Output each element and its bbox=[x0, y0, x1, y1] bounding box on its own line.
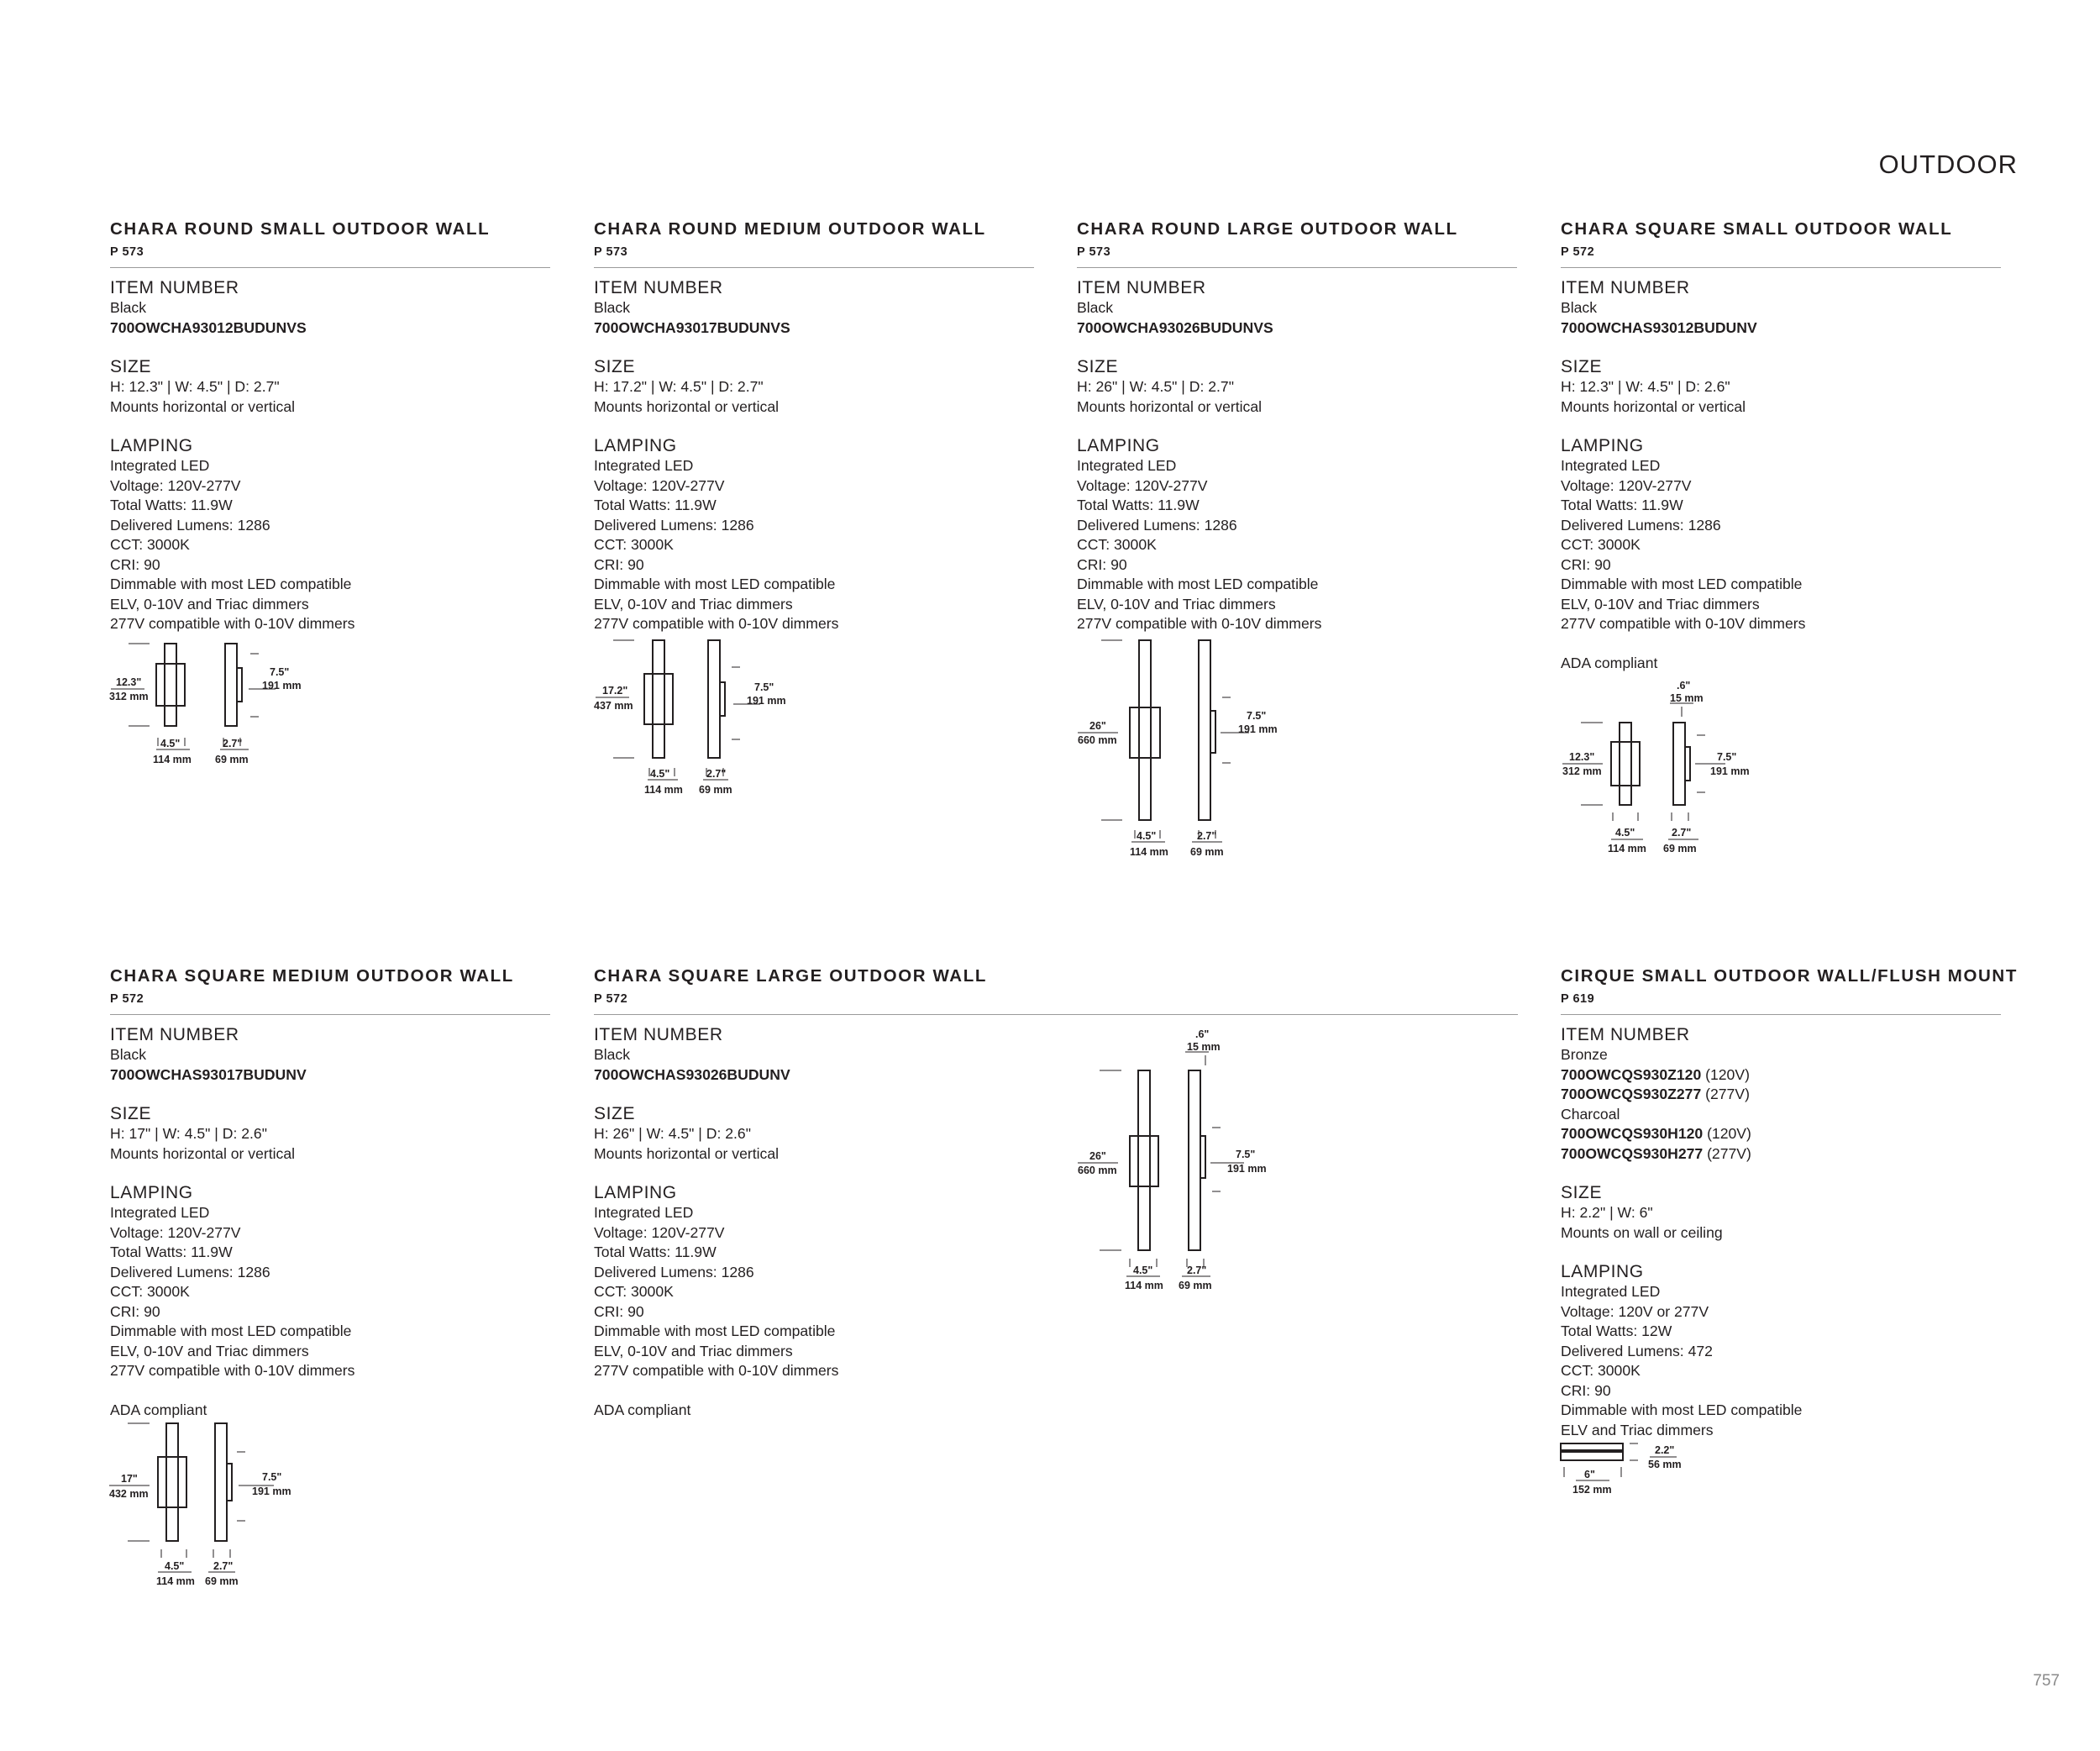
dimension-drawing bbox=[1076, 637, 1294, 872]
height-inches: 12.3" bbox=[116, 676, 142, 688]
product-card bbox=[594, 218, 1034, 634]
size-heading: SIZE bbox=[1561, 357, 1603, 376]
dimension-drawing bbox=[1076, 1027, 1286, 1304]
lamping-line: Delivered Lumens: 1286 bbox=[110, 516, 270, 534]
projection-mm: 191 mm bbox=[262, 680, 302, 691]
depth-mm: 69 mm bbox=[699, 784, 732, 796]
width-inches: 4.5" bbox=[1615, 827, 1635, 839]
lamping-line: Dimmable with most LED compatible bbox=[1561, 576, 1803, 592]
size-line: H: 2.2" | W: 6" bbox=[1561, 1204, 1653, 1221]
lamping-line: CRI: 90 bbox=[110, 1302, 160, 1320]
lamping-line: 277V compatible with 0-10V dimmers bbox=[110, 615, 355, 632]
page-reference: P 573 bbox=[110, 245, 144, 259]
lamping-line: Voltage: 120V-277V bbox=[594, 476, 725, 494]
width-mm: 114 mm bbox=[1608, 843, 1646, 854]
product-title: CHARA ROUND SMALL OUTDOOR WALL bbox=[110, 219, 491, 239]
finish-label: Bronze bbox=[1561, 1046, 1608, 1063]
item-number-heading: ITEM NUMBER bbox=[1077, 278, 1206, 297]
width-mm: 152 mm bbox=[1572, 1484, 1612, 1496]
lamping-line: CRI: 90 bbox=[1077, 555, 1127, 573]
height-mm: 432 mm bbox=[109, 1488, 149, 1500]
lamping-line: Voltage: 120V-277V bbox=[110, 476, 241, 494]
voltage-note: (120V) bbox=[1707, 1125, 1751, 1142]
dimension-drawing bbox=[108, 1420, 318, 1588]
lamping-line: Integrated LED bbox=[110, 1204, 210, 1221]
depth-inches: 2.7" bbox=[213, 1560, 234, 1572]
projection-inches: 7.5" bbox=[1717, 751, 1737, 763]
lamping-heading: LAMPING bbox=[594, 1183, 677, 1202]
lamping-line: ELV and Triac dimmers bbox=[1561, 1421, 1714, 1438]
width-inches: 4.5" bbox=[1137, 830, 1157, 842]
size-heading: SIZE bbox=[1077, 357, 1119, 376]
lamping-line: Total Watts: 11.9W bbox=[1077, 497, 1200, 513]
height-mm: 660 mm bbox=[1078, 1165, 1117, 1176]
height-inches: 17.2" bbox=[602, 685, 628, 697]
width-mm: 114 mm bbox=[156, 1575, 195, 1587]
projection-inches: 7.5" bbox=[270, 666, 290, 678]
height-inches: 2.2" bbox=[1655, 1444, 1675, 1456]
lamping-line: Dimmable with most LED compatible bbox=[110, 576, 352, 592]
lamping-line: Integrated LED bbox=[1561, 1283, 1661, 1300]
sku: 700OWCHA93012BUDUNVS bbox=[110, 318, 307, 336]
lamping-line: Voltage: 120V or 277V bbox=[1561, 1302, 1709, 1320]
lamping-line: Dimmable with most LED compatible bbox=[1561, 1401, 1803, 1418]
lamping-line: ELV, 0-10V and Triac dimmers bbox=[594, 595, 793, 613]
lamping-line: Delivered Lumens: 1286 bbox=[1077, 516, 1237, 534]
height-inches: 17" bbox=[121, 1473, 138, 1485]
width-inches: 4.5" bbox=[165, 1560, 185, 1572]
lamping-line: 277V compatible with 0-10V dimmers bbox=[594, 615, 839, 632]
lamping-line: CCT: 3000K bbox=[1077, 536, 1157, 553]
lamping-line: ELV, 0-10V and Triac dimmers bbox=[1561, 595, 1760, 613]
lamping-line: CRI: 90 bbox=[594, 555, 644, 573]
height-mm: 312 mm bbox=[109, 691, 149, 702]
width-mm: 114 mm bbox=[1130, 846, 1168, 858]
lamping-line: ELV, 0-10V and Triac dimmers bbox=[110, 595, 309, 613]
lamping-heading: LAMPING bbox=[1561, 436, 1644, 455]
ada-compliant: ADA compliant bbox=[594, 1401, 691, 1418]
lamping-line: Voltage: 120V-277V bbox=[1561, 476, 1692, 494]
size-line: Mounts horizontal or vertical bbox=[594, 397, 780, 415]
lamping-line: Dimmable with most LED compatible bbox=[594, 576, 836, 592]
lamping-line: Dimmable with most LED compatible bbox=[594, 1322, 836, 1339]
page-reference: P 619 bbox=[1561, 992, 1595, 1006]
divider bbox=[110, 1014, 550, 1015]
projection-mm: 191 mm bbox=[1710, 765, 1750, 777]
product-card bbox=[110, 218, 550, 634]
lamping-heading: LAMPING bbox=[1561, 1262, 1644, 1281]
size-heading: SIZE bbox=[594, 1104, 636, 1123]
sku: 700OWCQS930Z277 (277V) bbox=[1561, 1086, 1750, 1102]
lamping-line: Total Watts: 12W bbox=[1561, 1322, 1672, 1339]
divider bbox=[110, 267, 550, 268]
product-title: CHARA ROUND MEDIUM OUTDOOR WALL bbox=[594, 219, 986, 239]
product-title: CHARA SQUARE MEDIUM OUTDOOR WALL bbox=[110, 966, 514, 986]
product-card bbox=[110, 965, 550, 1420]
width-inches: 4.5" bbox=[650, 768, 670, 780]
item-number-heading: ITEM NUMBER bbox=[594, 278, 723, 297]
sku: 700OWCHA93017BUDUNVS bbox=[594, 318, 790, 336]
size-line: H: 12.3" | W: 4.5" | D: 2.6" bbox=[1561, 378, 1730, 395]
sku: 700OWCQS930H277 (277V) bbox=[1561, 1144, 1751, 1162]
lamping-line: ELV, 0-10V and Triac dimmers bbox=[594, 1342, 793, 1359]
lamping-heading: LAMPING bbox=[110, 1183, 193, 1202]
lamping-line: Voltage: 120V-277V bbox=[110, 1223, 241, 1241]
sku: 700OWCQS930Z120 (120V) bbox=[1561, 1065, 1750, 1083]
product-card bbox=[594, 965, 1518, 1420]
lamping-line: CCT: 3000K bbox=[1561, 1362, 1641, 1379]
size-line: H: 26" | W: 4.5" | D: 2.7" bbox=[1077, 378, 1234, 395]
finish-label: Black bbox=[594, 1046, 631, 1063]
lamping-line: Delivered Lumens: 1286 bbox=[1561, 516, 1721, 534]
width-inches: 4.5" bbox=[160, 738, 181, 749]
finish-label: Charcoal bbox=[1561, 1105, 1620, 1123]
lamping-heading: LAMPING bbox=[110, 436, 193, 455]
height-mm: 56 mm bbox=[1648, 1459, 1682, 1470]
lamping-line: Delivered Lumens: 1286 bbox=[594, 1263, 754, 1280]
size-heading: SIZE bbox=[594, 357, 636, 376]
page-reference: P 572 bbox=[594, 992, 628, 1006]
page-number: 757 bbox=[2033, 1672, 2060, 1690]
lamping-line: CCT: 3000K bbox=[594, 1283, 674, 1300]
finish-label: Black bbox=[110, 299, 147, 316]
lamping-line: Delivered Lumens: 1286 bbox=[594, 516, 754, 534]
size-heading: SIZE bbox=[110, 1104, 152, 1123]
item-number-heading: ITEM NUMBER bbox=[110, 1025, 239, 1044]
lamping-line: CRI: 90 bbox=[594, 1302, 644, 1320]
size-line: Mounts horizontal or vertical bbox=[110, 397, 296, 415]
size-line: H: 26" | W: 4.5" | D: 2.6" bbox=[594, 1125, 751, 1142]
lamping-line: 277V compatible with 0-10V dimmers bbox=[594, 1362, 839, 1379]
lamping-line: 277V compatible with 0-10V dimmers bbox=[1561, 615, 1806, 632]
lamping-line: Total Watts: 11.9W bbox=[594, 1244, 717, 1260]
page-reference: P 572 bbox=[1561, 245, 1595, 259]
width-mm: 114 mm bbox=[153, 754, 192, 765]
divider bbox=[1077, 267, 1517, 268]
product-card bbox=[1077, 218, 1517, 634]
product-card bbox=[1561, 965, 2018, 1440]
lamping-line: Delivered Lumens: 472 bbox=[1561, 1342, 1713, 1359]
size-line: H: 17" | W: 4.5" | D: 2.6" bbox=[110, 1125, 267, 1142]
lamping-line: CCT: 3000K bbox=[110, 536, 190, 553]
product-title: CHARA SQUARE SMALL OUTDOOR WALL bbox=[1561, 219, 1953, 239]
sku: 700OWCHA93026BUDUNVS bbox=[1077, 318, 1273, 336]
height-inches: 12.3" bbox=[1569, 751, 1595, 763]
voltage-note: (120V) bbox=[1705, 1065, 1750, 1083]
projection-mm: 191 mm bbox=[747, 695, 786, 707]
item-number-heading: ITEM NUMBER bbox=[594, 1025, 723, 1044]
depth-inches: 2.7" bbox=[223, 738, 243, 749]
lamping-line: Voltage: 120V-277V bbox=[594, 1223, 725, 1241]
item-number-heading: ITEM NUMBER bbox=[1561, 1025, 1690, 1044]
projection-inches: 7.5" bbox=[1247, 710, 1267, 722]
size-line: H: 17.2" | W: 4.5" | D: 2.7" bbox=[594, 378, 764, 395]
projection-mm: 191 mm bbox=[252, 1485, 291, 1497]
product-card bbox=[1561, 218, 2001, 673]
page-reference: P 573 bbox=[594, 245, 628, 259]
sku: 700OWCHAS93026BUDUNV bbox=[594, 1065, 790, 1083]
finish-label: Black bbox=[1077, 299, 1114, 316]
top-offset-inches: .6" bbox=[1677, 680, 1691, 691]
dimension-drawing bbox=[1561, 676, 1771, 861]
lamping-line: ELV, 0-10V and Triac dimmers bbox=[110, 1342, 309, 1359]
lamping-line: Total Watts: 11.9W bbox=[594, 497, 717, 513]
lamping-line: Total Watts: 11.9W bbox=[110, 1244, 233, 1260]
divider bbox=[594, 267, 1034, 268]
lamping-line: CRI: 90 bbox=[1561, 555, 1611, 573]
lamping-line: Integrated LED bbox=[1561, 457, 1661, 474]
finish-label: Black bbox=[594, 299, 631, 316]
width-inches: 6" bbox=[1584, 1469, 1595, 1480]
depth-mm: 69 mm bbox=[215, 754, 249, 765]
lamping-line: Delivered Lumens: 1286 bbox=[110, 1263, 270, 1280]
depth-mm: 69 mm bbox=[1663, 843, 1697, 854]
depth-inches: 2.7" bbox=[706, 768, 727, 780]
dimension-drawing bbox=[1559, 1438, 1710, 1506]
lamping-line: Integrated LED bbox=[1077, 457, 1177, 474]
lamping-line: Voltage: 120V-277V bbox=[1077, 476, 1208, 494]
top-offset-mm: 15 mm bbox=[1670, 692, 1704, 704]
lamping-line: CCT: 3000K bbox=[594, 536, 674, 553]
height-mm: 437 mm bbox=[594, 700, 633, 712]
divider bbox=[1561, 1014, 2001, 1015]
projection-inches: 7.5" bbox=[262, 1471, 282, 1483]
product-title: CHARA ROUND LARGE OUTDOOR WALL bbox=[1077, 219, 1458, 239]
projection-inches: 7.5" bbox=[1236, 1149, 1256, 1160]
size-line: Mounts horizontal or vertical bbox=[594, 1144, 780, 1162]
size-heading: SIZE bbox=[1561, 1183, 1603, 1202]
finish-label: Black bbox=[110, 1046, 147, 1063]
projection-mm: 191 mm bbox=[1227, 1163, 1267, 1175]
size-heading: SIZE bbox=[110, 357, 152, 376]
lamping-line: Dimmable with most LED compatible bbox=[110, 1322, 352, 1339]
lamping-line: Integrated LED bbox=[110, 457, 210, 474]
height-mm: 660 mm bbox=[1078, 734, 1117, 746]
height-mm: 312 mm bbox=[1562, 765, 1602, 777]
divider bbox=[1561, 267, 2001, 268]
depth-inches: 2.7" bbox=[1187, 1265, 1207, 1276]
lamping-line: 277V compatible with 0-10V dimmers bbox=[110, 1362, 355, 1379]
item-number-heading: ITEM NUMBER bbox=[1561, 278, 1690, 297]
depth-mm: 69 mm bbox=[1179, 1280, 1212, 1291]
sku: 700OWCHAS93012BUDUNV bbox=[1561, 318, 1757, 336]
size-line: H: 12.3" | W: 4.5" | D: 2.7" bbox=[110, 378, 280, 395]
lamping-line: Integrated LED bbox=[594, 457, 694, 474]
page-section-title: OUTDOOR bbox=[1878, 150, 2018, 179]
page-reference: P 572 bbox=[110, 992, 144, 1006]
height-inches: 26" bbox=[1089, 720, 1106, 732]
voltage-note: (277V) bbox=[1707, 1144, 1751, 1162]
sku: 700OWCHAS93017BUDUNV bbox=[110, 1065, 307, 1083]
dimension-drawing bbox=[592, 637, 794, 809]
ada-compliant: ADA compliant bbox=[110, 1401, 207, 1418]
lamping-line: CCT: 3000K bbox=[1561, 536, 1641, 553]
width-mm: 114 mm bbox=[1125, 1280, 1163, 1291]
depth-inches: 2.7" bbox=[1672, 827, 1692, 839]
lamping-line: Integrated LED bbox=[594, 1204, 694, 1221]
lamping-line: Total Watts: 11.9W bbox=[110, 497, 233, 513]
lamping-line: 277V compatible with 0-10V dimmers bbox=[1077, 615, 1322, 632]
size-line: Mounts horizontal or vertical bbox=[110, 1144, 296, 1162]
width-mm: 114 mm bbox=[644, 784, 683, 796]
top-offset-mm: 15 mm bbox=[1187, 1041, 1221, 1053]
width-inches: 4.5" bbox=[1133, 1265, 1153, 1276]
size-line: Mounts horizontal or vertical bbox=[1077, 397, 1263, 415]
lamping-line: CCT: 3000K bbox=[110, 1283, 190, 1300]
lamping-heading: LAMPING bbox=[1077, 436, 1160, 455]
lamping-heading: LAMPING bbox=[594, 436, 677, 455]
lamping-line: ELV, 0-10V and Triac dimmers bbox=[1077, 595, 1276, 613]
lamping-line: Total Watts: 11.9W bbox=[1561, 497, 1683, 513]
divider bbox=[594, 1014, 1518, 1015]
size-line: Mounts horizontal or vertical bbox=[1561, 397, 1746, 415]
height-inches: 26" bbox=[1089, 1150, 1106, 1162]
top-offset-inches: .6" bbox=[1195, 1028, 1210, 1040]
item-number-heading: ITEM NUMBER bbox=[110, 278, 239, 297]
dimension-drawing bbox=[108, 637, 309, 776]
size-line: Mounts on wall or ceiling bbox=[1561, 1223, 1723, 1241]
depth-mm: 69 mm bbox=[205, 1575, 239, 1587]
projection-mm: 191 mm bbox=[1238, 723, 1278, 735]
product-title: CHARA SQUARE LARGE OUTDOOR WALL bbox=[594, 966, 987, 986]
lamping-line: CRI: 90 bbox=[110, 555, 160, 573]
depth-mm: 69 mm bbox=[1190, 846, 1224, 858]
sku: 700OWCQS930H120 (120V) bbox=[1561, 1125, 1751, 1142]
finish-label: Black bbox=[1561, 299, 1598, 316]
page-reference: P 573 bbox=[1077, 245, 1111, 259]
lamping-line: CRI: 90 bbox=[1561, 1381, 1611, 1399]
product-title: CIRQUE SMALL OUTDOOR WALL/FLUSH MOUNT bbox=[1561, 966, 2018, 986]
depth-inches: 2.7" bbox=[1197, 830, 1217, 842]
lamping-line: Dimmable with most LED compatible bbox=[1077, 576, 1319, 592]
projection-inches: 7.5" bbox=[754, 681, 774, 693]
voltage-note: (277V) bbox=[1705, 1086, 1750, 1102]
ada-compliant: ADA compliant bbox=[1561, 654, 1658, 671]
